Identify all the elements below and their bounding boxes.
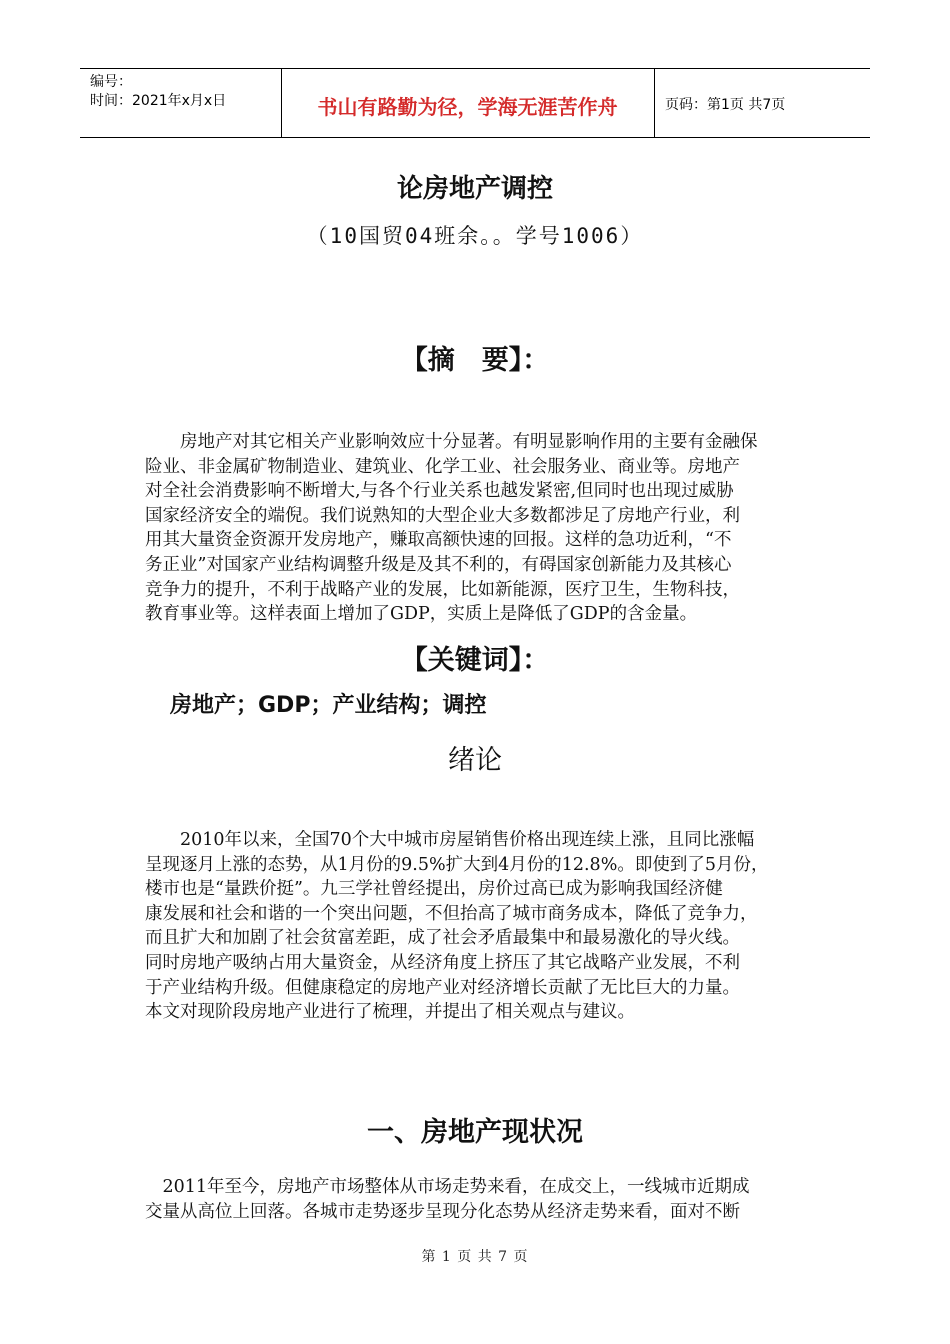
text-line: 2011年至今，房地产市场整体从市场走势来看，在成交上，一线城市近期成 [145,1177,750,1197]
text-line: 用其大量资金资源开发房地产，赚取高额快速的回报。这样的急功近利，“不 [145,530,732,551]
keywords-heading: 【关键词】： [400,645,550,676]
document-number-label: 编号： [90,74,132,90]
document-title: 论房地产调控 [396,174,553,204]
intro-heading: 绪论 [448,745,502,776]
section-paragraph [145,1175,805,1224]
keywords-text: 房地产；GDP；产业结构；调控 [170,693,487,718]
page-footer: 第 1 页 共 7 页 [421,1249,529,1265]
text-line: 同时房地产吸纳占用大量资金，从经济角度上挤压了其它战略产业发展，不利 [145,952,740,973]
text-line: 竞争力的提升，不利于战略产业的发展，比如新能源，医疗卫生，生物科技， [145,579,740,600]
abstract-paragraph [145,430,805,627]
text-line: 呈现逐月上涨的态势，从1月份的9.5%扩大到4月份的12.8%。即使到了5月份， [145,854,769,875]
header-motto: 书山有路勤为径，学海无涯苦作舟 [317,95,618,119]
document-subtitle: （10国贸04班余。。学号1006） [306,224,644,248]
text-line: 务正业”对国家产业结构调整升级是及其不利的，有碍国家创新能力及其核心 [145,554,732,575]
header-meta [90,73,226,111]
abstract-heading: 【摘 要】： [400,345,550,376]
text-line: 对全社会消费影响不断增大,与各个行业关系也越发紧密,但同时也出现过威胁 [145,481,734,502]
text-line: 交量从高位上回落。各城市走势逐步呈现分化态势从经济走势来看，面对不断 [145,1201,740,1222]
intro-paragraph [145,828,805,1025]
text-line: 国家经济安全的端倪。我们说熟知的大型企业大多数都涉足了房地产行业，利 [145,505,740,526]
text-line: 康发展和社会和谐的一个突出问题，不但抬高了城市商务成本，降低了竞争力， [145,903,758,924]
header-divider [654,69,655,137]
header-page-number: 页码：第1页 共7页 [665,97,786,113]
text-line: 教育事业等。这样表面上增加了GDP，实质上是降低了GDP的含金量。 [145,604,698,625]
text-line: 本文对现阶段房地产业进行了梳理，并提出了相关观点与建议。 [145,1002,635,1023]
text-line: 房地产对其它相关产业影响效应十分显著。有明显影响作用的主要有金融保 [145,432,758,452]
section-heading: 一、房地产现状况 [367,1117,583,1148]
text-line: 2010年以来，全国70个大中城市房屋销售价格出现连续上涨，且同比涨幅 [145,830,755,850]
text-line: 楼市也是“量跌价挺”。九三学社曾经提出，房价过高已成为影响我国经济健 [145,879,723,900]
document-header [80,68,870,138]
text-line: 险业、非金属矿物制造业、建筑业、化学工业、社会服务业、商业等。房地产 [145,456,740,477]
text-line: 于产业结构升级。但健康稳定的房地产业对经济增长贡献了无比巨大的力量。 [145,977,740,998]
text-line: 而且扩大和加剧了社会贫富差距，成了社会矛盾最集中和最易激化的导火线。 [145,928,740,949]
document-time-label: 时间：2021年x月x日 [90,93,227,109]
